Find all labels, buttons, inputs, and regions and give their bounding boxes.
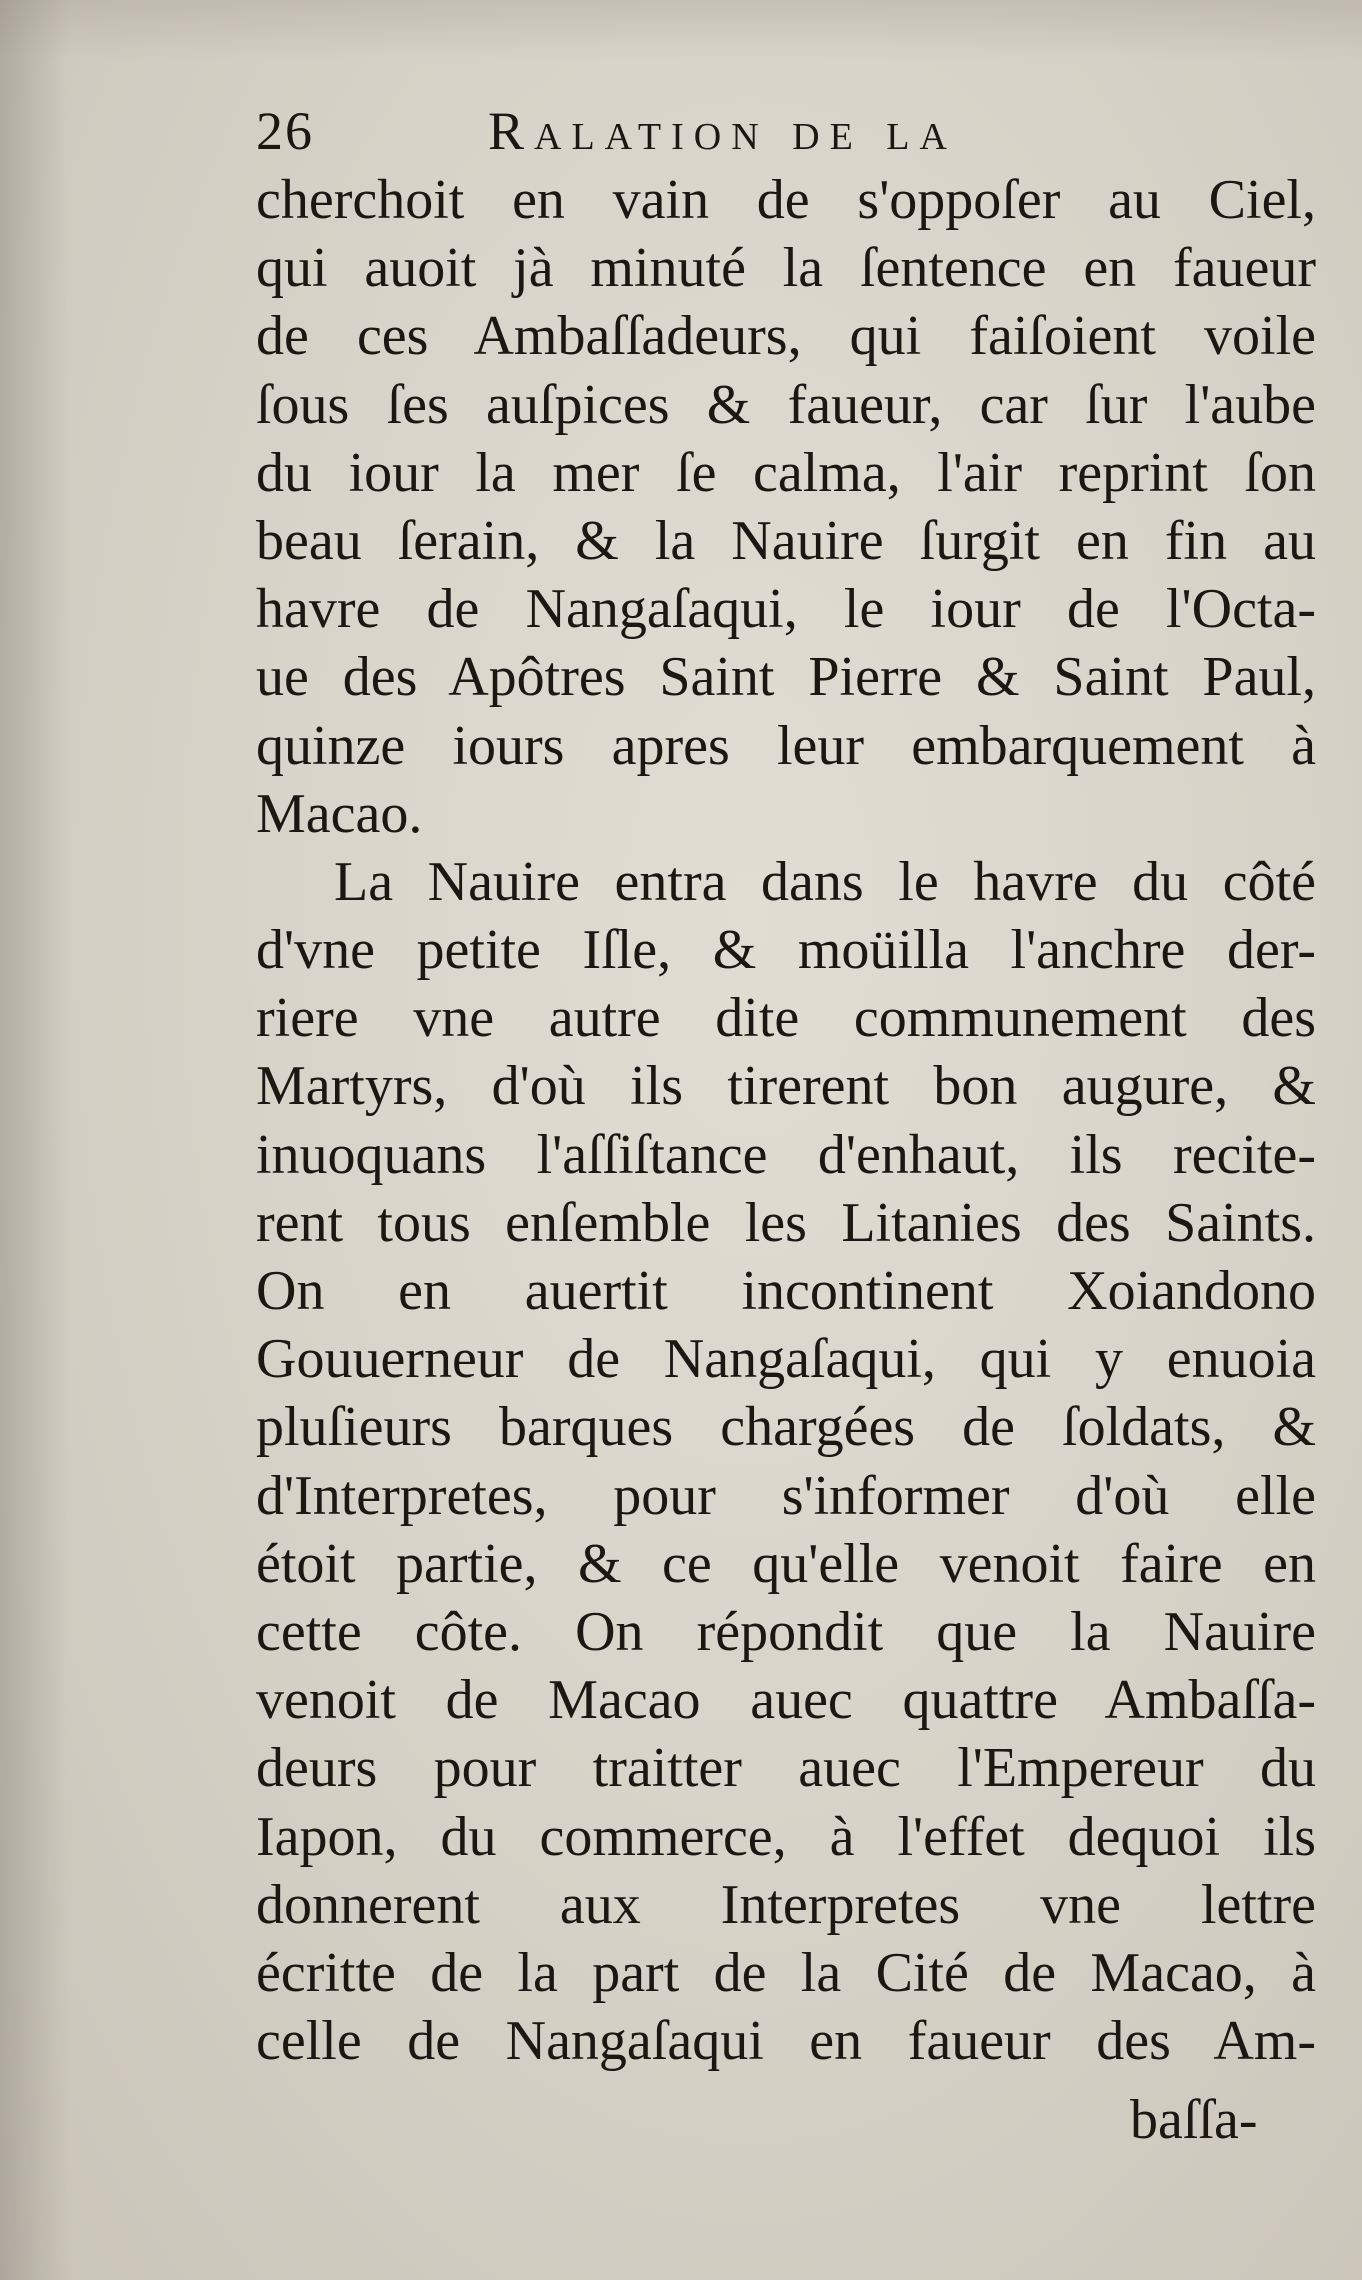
text-line: cette côte. On répondit que la Nauire — [256, 1600, 1316, 1663]
text-line: Iapon, du commerce, à l'effet dequoi ils — [256, 1805, 1316, 1868]
running-head-title: Ralation de la — [488, 101, 957, 161]
text-line: quinze iours apres leur embarquement à — [256, 714, 1316, 777]
paragraph-1 — [256, 166, 1316, 848]
text-line: rent tous enſemble les Litanies des Saints. — [256, 1191, 1316, 1254]
text-line: d'Interpretes, pour s'informer d'où elle — [256, 1464, 1316, 1527]
text-line: havre de Nangaſaqui, le iour de l'Octa- — [256, 578, 1316, 641]
text-line: ſous ſes auſpices & faueur, car ſur l'aube — [256, 373, 1316, 436]
page-number: 26 — [256, 101, 314, 161]
paragraph-2 — [256, 848, 1316, 2075]
running-head — [256, 96, 1316, 166]
text-line: ue des Apôtres Saint Pierre & Saint Paul, — [256, 646, 1316, 709]
text-line: de ces Ambaſſadeurs, qui faiſoient voile — [256, 305, 1316, 368]
text-line: écritte de la part de la Cité de Macao, à — [256, 1941, 1316, 2004]
text-line: cherchoit en vain de s'oppoſer au Ciel, — [256, 169, 1316, 231]
text-line: deurs pour traitter auec l'Empereur du — [256, 1737, 1316, 1800]
text-line: riere vne autre dite communement des — [256, 987, 1316, 1050]
text-line: beau ſerain, & la Nauire ſurgit en fin au — [256, 509, 1316, 572]
text-line: donnerent aux Interpretes vne lettre — [256, 1873, 1316, 1936]
text-line: Macao. — [256, 782, 423, 845]
text-line: venoit de Macao auec quattre Ambaſſa- — [256, 1669, 1316, 1732]
text-line: inuoquans l'aſſiſtance d'enhaut, ils recite- — [256, 1123, 1316, 1186]
text-line: du iour la mer ſe calma, l'air reprint ſon — [256, 441, 1316, 504]
text-line: qui auoit jà minuté la ſentence en faueur — [256, 237, 1316, 300]
text-line: On en auertit incontinent Xoiandono — [256, 1260, 1316, 1322]
text-line: La Nauire entra dans le havre du côté — [334, 850, 1316, 913]
text-line: étoit partie, & ce qu'elle venoit faire en — [256, 1532, 1316, 1595]
text-line: pluſieurs barques chargées de ſoldats, & — [256, 1396, 1316, 1459]
text-block — [256, 96, 1316, 2075]
text-line: d'vne petite Iſle, & moüilla l'anchre der- — [256, 919, 1316, 982]
catchword: baſſa- — [1130, 2089, 1258, 2151]
text-line: Gouuerneur de Nangaſaqui, qui y enuoia — [256, 1328, 1316, 1391]
text-line: Martyrs, d'où ils tirerent bon augure, & — [256, 1055, 1316, 1118]
text-line: celle de Nangaſaqui en faueur des Am- — [256, 2010, 1316, 2073]
